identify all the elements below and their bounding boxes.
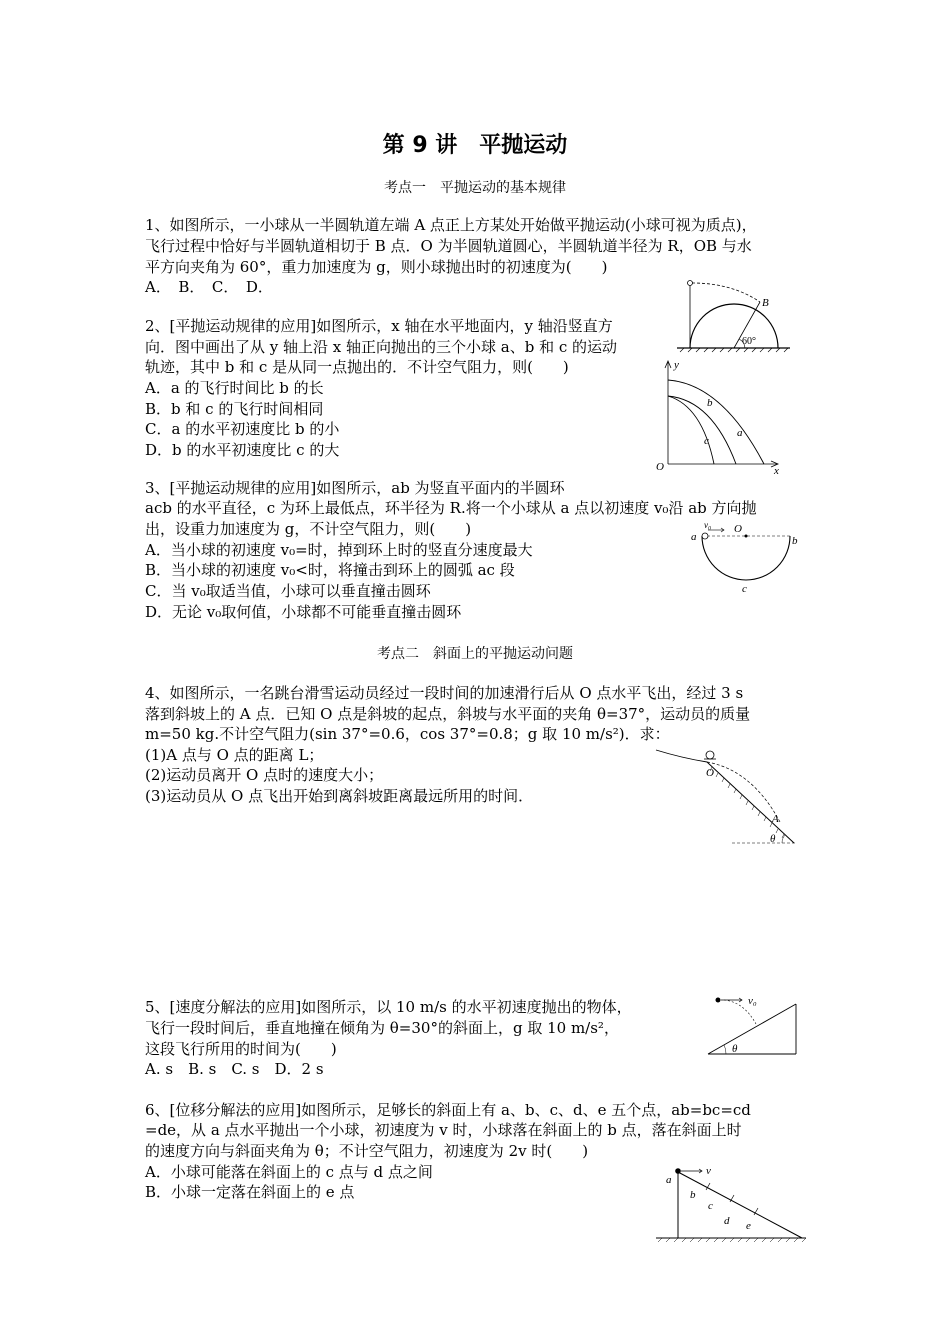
- q2-fig-label-c: c: [704, 435, 709, 447]
- q2-option-c: C．a 的水平初速度比 b 的小: [145, 420, 340, 438]
- q4-part-2: (2)运动员离开 O 点时的速度大小；: [145, 766, 384, 784]
- q5-figure: [704, 990, 804, 1060]
- q1-figure: [672, 278, 797, 356]
- q3-option-a: A．当小球的初速度 v₀=时，掉到环上时的竖直分速度最大: [145, 541, 533, 559]
- q3-figure: [684, 518, 804, 598]
- q3-line-3: 出，设重力加速度为 g，不计空气阻力，则( ): [145, 520, 472, 538]
- q1-fig-label-angle: 60°: [742, 336, 756, 347]
- q6-fig-label-d: d: [724, 1215, 730, 1227]
- q6-line-3: 的速度方向与斜面夹角为 θ；不计空气阻力，初速度为 2v 时( ): [145, 1142, 589, 1160]
- q2-line-2: 向．图中画出了从 y 轴上沿 x 轴正向抛出的三个小球 a、b 和 c 的运动: [145, 338, 618, 356]
- q4-fig-label-o: O: [706, 767, 714, 779]
- q2-fig-label-a: a: [737, 427, 743, 439]
- q5-line-3: 这段飞行所用的时间为( ): [145, 1040, 337, 1058]
- q4-line-1: 4、如图所示，一名跳台滑雪运动员经过一段时间的加速滑行后从 O 点水平飞出，经过 3 s: [145, 684, 744, 702]
- q3-fig-label-a: a: [691, 531, 697, 543]
- q6-fig-label-e: e: [746, 1220, 751, 1232]
- q3-option-b: B．当小球的初速度 v₀<时，将撞击到环上的圆弧 ac 段: [145, 561, 515, 579]
- q4-line-3: m=50 kg.不计空气阻力(sin 37°=0.6，cos 37°=0.8；g 取 10 m/s²)．求：: [145, 725, 670, 743]
- q6-fig-label-v: v: [706, 1165, 711, 1177]
- page-title: 第 9 讲 平抛运动: [382, 133, 568, 158]
- q6-fig-label-c: c: [708, 1200, 713, 1212]
- q5-options: A. s B. s C. s D．2 s: [145, 1060, 324, 1078]
- q3-line-2: acb 的水平直径，c 为环上最低点，环半径为 R.将一个小球从 a 点以初速度 v₀沿 ab 方向抛: [145, 499, 757, 517]
- q6-line-1: 6、[位移分解法的应用]如图所示，足够长的斜面上有 a、b、c、d、e 五个点，ab=bc=cd: [145, 1101, 751, 1119]
- q2-option-d: D．b 的水平初速度比 c 的大: [145, 441, 340, 459]
- q5-fig-label-theta: θ: [732, 1043, 738, 1055]
- section-heading-2: 考点二 斜面上的平抛运动问题: [377, 646, 573, 662]
- section-heading-1: 考点一 平抛运动的基本规律: [384, 180, 566, 196]
- q5-line-2: 飞行一段时间后，垂直地撞在倾角为 θ=30°的斜面上，g 取 10 m/s²，: [145, 1019, 619, 1037]
- q2-figure: [652, 356, 787, 476]
- q5-line-1: 5、[速度分解法的应用]如图所示，以 10 m/s 的水平初速度抛出的物体，: [145, 998, 632, 1016]
- q3-fig-label-v0: v₀: [704, 520, 712, 530]
- q4-part-1: (1)A 点与 O 点的距离 L；: [145, 746, 324, 764]
- q2-fig-label-x: x: [774, 465, 779, 476]
- q1-options: A． B． C． D．: [145, 278, 273, 296]
- q2-line-1: 2、[平抛运动规律的应用]如图所示，x 轴在水平地面内，y 轴沿竖直方: [145, 317, 613, 335]
- q1-line-2: 飞行过程中恰好与半圆轨道相切于 B 点．O 为半圆轨道圆心，半圆轨道半径为 R，OB 与水: [145, 237, 752, 255]
- q6-line-2: =de，从 a 点水平抛出一个小球，初速度为 v 时，小球落在斜面上的 b 点，落在斜面上时: [145, 1121, 742, 1139]
- q1-fig-label-b: B: [762, 297, 769, 309]
- q2-fig-label-y: y: [674, 359, 679, 371]
- q6-fig-label-b: b: [690, 1189, 696, 1201]
- q4-figure: [652, 722, 802, 848]
- q1-line-1: 1、如图所示，一小球从一半圆轨道左端 A 点正上方某处开始做平抛运动(小球可视为质点)，: [145, 216, 757, 234]
- q3-fig-label-b: b: [792, 535, 798, 547]
- q3-option-d: D．无论 v₀取何值，小球都不可能垂直撞击圆环: [145, 603, 462, 621]
- q6-option-b: B．小球一定落在斜面上的 e 点: [145, 1183, 355, 1201]
- q2-fig-label-b: b: [707, 397, 713, 409]
- q3-fig-label-o: O: [734, 523, 742, 535]
- q6-fig-label-a: a: [666, 1174, 672, 1186]
- q3-option-c: C．当 v₀取适当值，小球可以垂直撞击圆环: [145, 582, 431, 600]
- q3-line-1: 3、[平抛运动规律的应用]如图所示，ab 为竖直平面内的半圆环: [145, 479, 565, 497]
- q2-option-b: B．b 和 c 的飞行时间相同: [145, 400, 324, 418]
- q6-option-a: A．小球可能落在斜面上的 c 点与 d 点之间: [145, 1163, 433, 1181]
- q4-line-2: 落到斜坡上的 A 点．已知 O 点是斜坡的起点，斜坡与水平面的夹角 θ=37°，运动员的质量: [145, 705, 751, 723]
- q3-fig-label-c: c: [742, 583, 747, 595]
- q4-fig-label-a: A: [772, 813, 779, 825]
- q4-part-3: (3)运动员从 O 点飞出开始到离斜坡距离最远所用的时间．: [145, 787, 534, 805]
- q6-figure: [652, 1158, 812, 1244]
- q2-line-3: 轨迹，其中 b 和 c 是从同一点抛出的．不计空气阻力，则( ): [145, 358, 569, 376]
- q4-fig-label-theta: θ: [770, 833, 776, 845]
- q2-fig-label-o: O: [656, 461, 664, 473]
- q2-option-a: A．a 的飞行时间比 b 的长: [145, 379, 324, 397]
- q1-line-3: 平方向夹角为 60°，重力加速度为 g，则小球抛出时的初速度为( ): [145, 258, 608, 276]
- q5-fig-label-v0: v₀: [748, 995, 757, 1007]
